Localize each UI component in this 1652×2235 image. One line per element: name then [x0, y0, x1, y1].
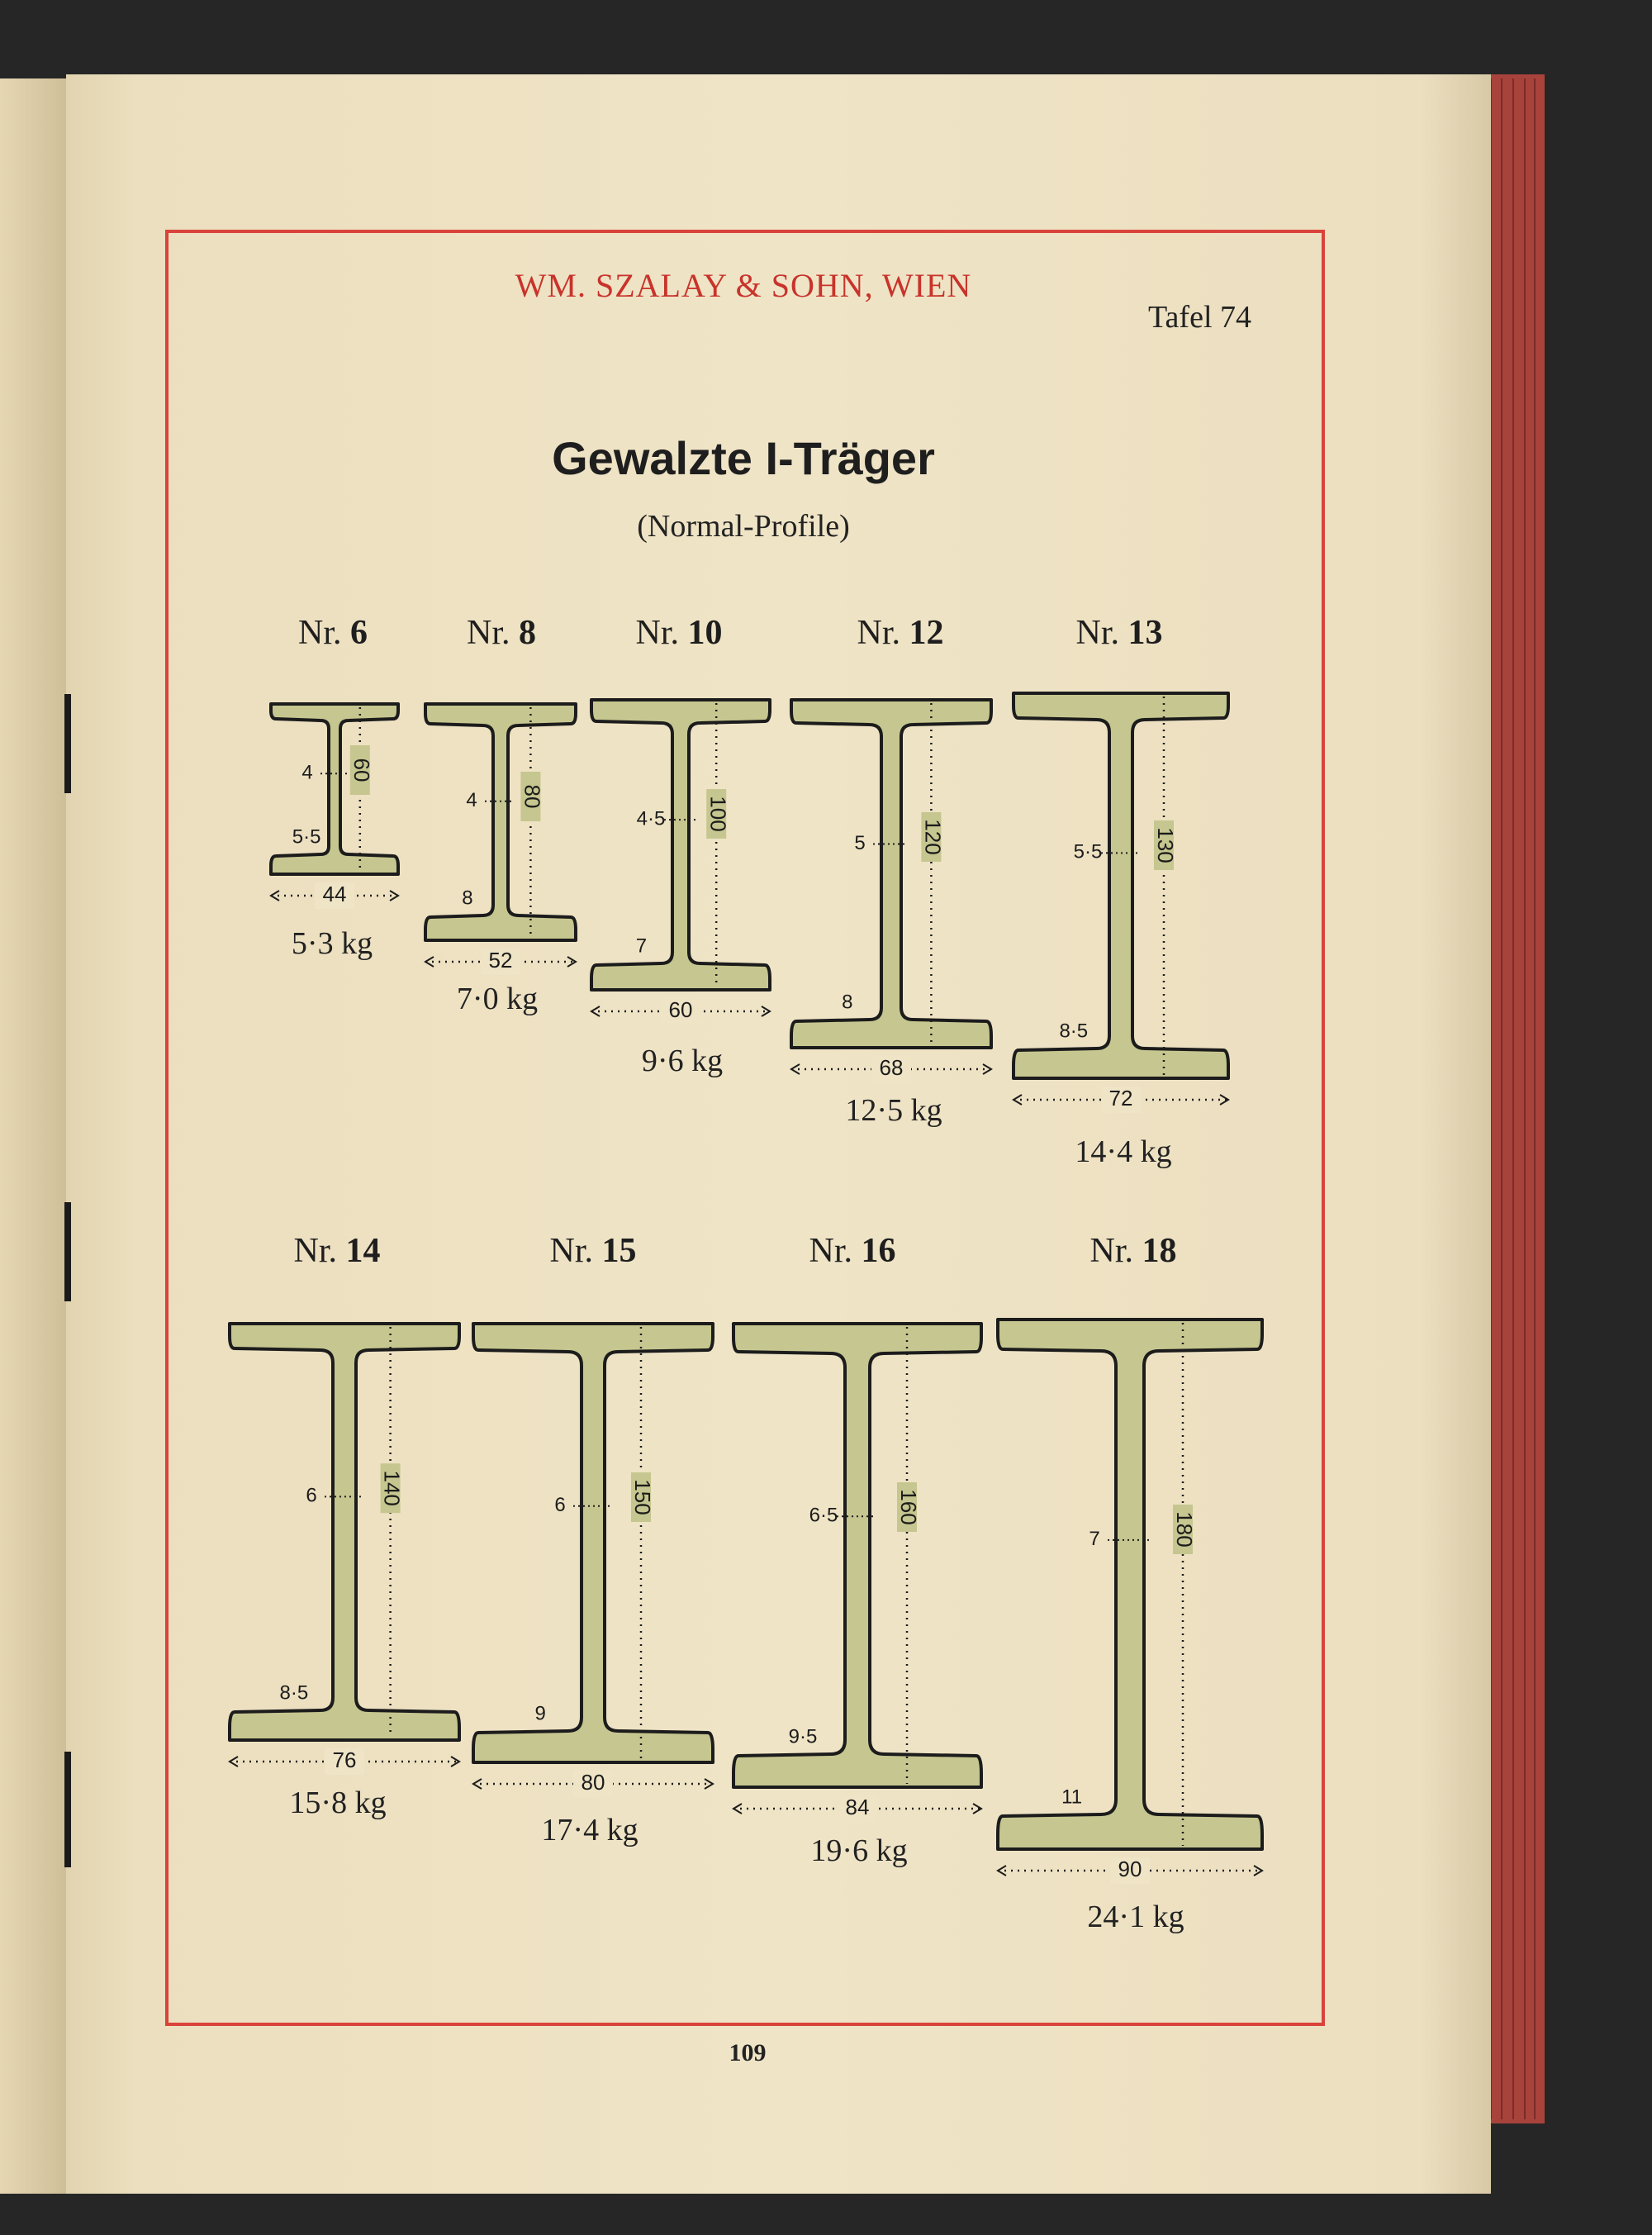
weight-nr-6: 5·3 kg: [291, 926, 373, 961]
weight-nr-13: 14·4 kg: [1075, 1134, 1172, 1169]
profile-label-nr-18: Nr. 18: [1089, 1232, 1177, 1270]
beam-profile-nr-14: [230, 1324, 459, 1775]
arrow-right-icon: [1220, 1095, 1228, 1105]
width-value-label: 90: [1118, 1856, 1142, 1881]
beam-profile-nr-13: [1014, 693, 1228, 1113]
beam-profile-nr-8: [425, 704, 576, 975]
beam-section-nr-14: [230, 1324, 459, 1740]
web-thickness-label: 7: [1089, 1528, 1100, 1551]
height-value-label: 120: [920, 819, 946, 855]
web-thickness-label: 5: [854, 831, 866, 854]
weight-nr-15: 17·4 kg: [541, 1813, 638, 1847]
width-value-label: 72: [1108, 1085, 1133, 1110]
height-value-label: 140: [379, 1470, 405, 1506]
page-title: [0, 431, 1487, 485]
beam-section-nr-16: [733, 1324, 981, 1787]
profile-label-nr-6: Nr. 6: [298, 614, 368, 652]
flange-thickness-label: 9·5: [788, 1725, 818, 1748]
weight-nr-12: 12·5 kg: [845, 1093, 942, 1128]
beam-profile-nr-6: [271, 704, 398, 909]
width-value-label: 76: [332, 1747, 357, 1772]
profile-label-nr-14: Nr. 14: [293, 1232, 381, 1270]
web-thickness-label: 6·5: [809, 1504, 838, 1527]
flange-thickness-label: 7: [635, 934, 648, 958]
beam-profile-nr-16: [733, 1324, 981, 1822]
web-thickness-label: 6: [306, 1484, 317, 1507]
beam-profile-nr-10: [591, 700, 770, 1025]
profile-label-nr-13: Nr. 13: [1075, 614, 1163, 652]
beam-profile-nr-12: [791, 700, 991, 1082]
flange-thickness-label: 11: [1061, 1786, 1083, 1809]
height-value-label: 150: [630, 1479, 656, 1515]
flange-thickness-label: 9: [534, 1702, 546, 1725]
beam-section-nr-8: [425, 704, 576, 940]
beam-section-nr-10: [591, 700, 770, 990]
flange-thickness-label: 8: [462, 887, 473, 910]
width-value-label: 84: [845, 1794, 870, 1819]
web-thickness-label: 4: [466, 789, 477, 812]
height-value-label: 180: [1172, 1511, 1198, 1548]
height-value-label: 100: [705, 796, 731, 832]
web-thickness-label: 5·5: [1073, 840, 1103, 863]
beam-section-nr-12: [791, 700, 991, 1048]
width-value-label: 52: [488, 947, 513, 972]
profile-label-nr-10: Nr. 10: [635, 614, 723, 652]
beam-section-nr-13: [1014, 693, 1228, 1078]
arrow-right-icon: [762, 1006, 770, 1016]
weight-nr-18: 24·1 kg: [1087, 1900, 1184, 1934]
beam-section-nr-18: [998, 1320, 1262, 1849]
height-value-label: 130: [1153, 827, 1179, 863]
weight-nr-14: 15·8 kg: [289, 1786, 387, 1820]
profile-label-nr-8: Nr. 8: [467, 614, 536, 652]
profile-label-nr-15: Nr. 15: [549, 1232, 637, 1270]
title-suffix: -Träger: [778, 432, 935, 484]
height-value-label: 60: [349, 758, 374, 782]
profile-label-nr-16: Nr. 16: [809, 1232, 896, 1270]
firm-header: WM. SZALAY & SOHN, WIEN: [515, 267, 972, 304]
width-value-label: 44: [322, 881, 347, 906]
web-thickness-label: 4·5: [636, 807, 666, 830]
profile-label-nr-12: Nr. 12: [857, 614, 944, 652]
beam-section-nr-6: [271, 704, 398, 874]
flange-thickness-label: 8·5: [1059, 1020, 1089, 1043]
width-value-label: 60: [668, 996, 693, 1022]
arrow-right-icon: [1254, 1866, 1262, 1876]
width-value-label: 80: [581, 1769, 605, 1795]
beam-profile-nr-15: [473, 1324, 713, 1797]
height-value-label: 80: [520, 784, 545, 809]
page-subtitle: (Normal-Profile): [637, 509, 850, 544]
height-value-label: 160: [896, 1489, 922, 1525]
page-number: 109: [729, 2039, 767, 2066]
width-value-label: 68: [879, 1054, 904, 1080]
title-prefix: Gewalzte: [552, 432, 752, 484]
plate-number: Tafel 74: [1148, 300, 1252, 335]
flange-thickness-label: 5·5: [292, 825, 321, 849]
arrow-right-icon: [973, 1804, 981, 1814]
flange-thickness-label: 8·5: [279, 1681, 309, 1705]
web-thickness-label: 4: [301, 761, 313, 784]
weight-nr-8: 7·0 kg: [456, 982, 539, 1016]
weight-nr-10: 9·6 kg: [641, 1044, 724, 1078]
weight-nr-16: 19·6 kg: [810, 1833, 908, 1868]
web-thickness-label: 6: [554, 1494, 566, 1517]
beam-section-nr-15: [473, 1324, 713, 1762]
beam-profile-nr-18: [998, 1320, 1262, 1884]
flange-thickness-label: 8: [842, 991, 853, 1014]
i-beam-symbol: I: [765, 432, 779, 484]
